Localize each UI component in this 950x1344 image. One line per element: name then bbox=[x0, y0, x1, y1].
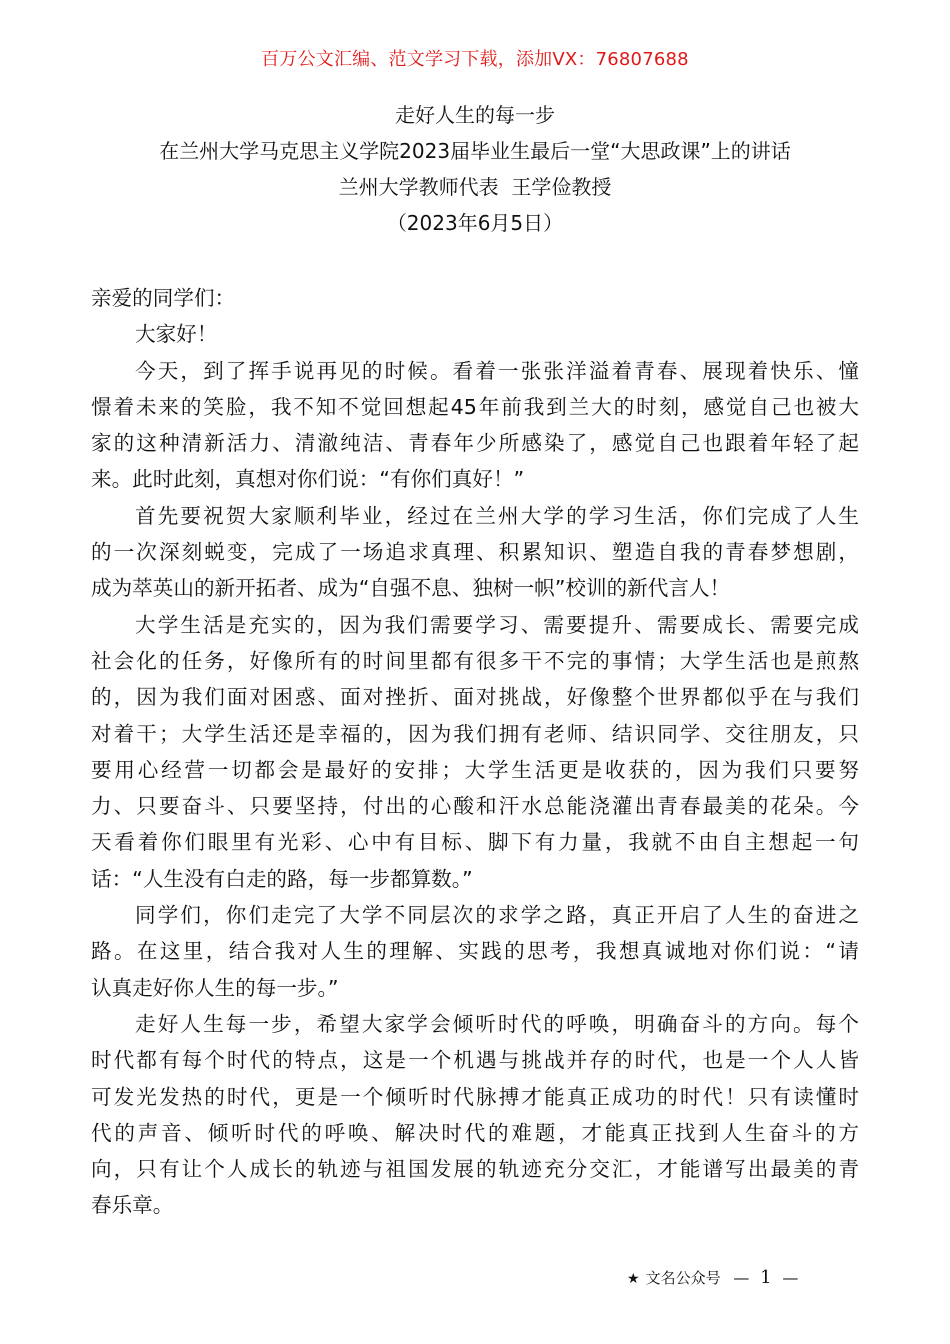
page-footer bbox=[627, 1266, 798, 1291]
paragraph-line: 春乐章。 bbox=[91, 1193, 174, 1218]
paragraph-line: 路。在这里，结合我对人生的理解、实践的思考，我想真诚地对你们说：“请 bbox=[91, 939, 859, 964]
paragraph-line: 要用心经营一切都会是最好的安排；大学生活更是收获的，因为我们只要努 bbox=[91, 757, 859, 782]
paragraph-line: 憬着未来的笑脸，我不知不觉回想起45年前我到兰大的时刻，感觉自己也被大 bbox=[91, 394, 859, 419]
paragraph-line: 来。此时此刻，真想对你们说：“有你们真好！” bbox=[91, 467, 525, 492]
watermark-banner: 百万公文汇编、范文学习下载，添加VX：76807688 bbox=[261, 49, 689, 70]
document-body bbox=[91, 280, 859, 1224]
paragraph-3 bbox=[91, 607, 859, 897]
document-title: 走好人生的每一步 bbox=[395, 103, 555, 127]
paragraph-line: 话：“人生没有白走的路，每一步都算数。” bbox=[91, 866, 473, 891]
paragraph-line: 走好人生每一步，希望大家学会倾听时代的呼唤，明确奋斗的方向。每个 bbox=[135, 1011, 859, 1036]
paragraph-line: 大学生活是充实的，因为我们需要学习、需要提升、需要成长、需要完成 bbox=[135, 612, 859, 637]
paragraph-4 bbox=[91, 897, 859, 1006]
paragraph-line: 时代都有每个时代的特点，这是一个机遇与挑战并存的时代，也是一个人人皆 bbox=[91, 1048, 859, 1073]
paragraph-1 bbox=[91, 353, 859, 498]
paragraph-line: 成为萃英山的新开拓者、成为“自强不息、独树一帜”校训的新代言人！ bbox=[91, 576, 731, 601]
document-subtitle: 在兰州大学马克思主义学院2023届毕业生最后一堂“大思政课”上的讲话 bbox=[159, 139, 791, 163]
dash-right: — bbox=[782, 1268, 799, 1287]
paragraph-line: 向，只有让个人成长的轨迹与祖国发展的轨迹充分交汇，才能谱写出最美的青 bbox=[91, 1157, 859, 1182]
paragraph-line: 对着干；大学生活还是幸福的，因为我们拥有老师、结识同学、交往朋友，只 bbox=[91, 721, 859, 746]
star-icon: ★ bbox=[627, 1271, 640, 1287]
paragraph-2 bbox=[91, 498, 859, 607]
dash-left: — bbox=[733, 1268, 750, 1287]
paragraph-line: 认真走好你人生的每一步。” bbox=[91, 975, 339, 1000]
paragraph-line: 今天，到了挥手说再见的时候。看着一张张洋溢着青春、展现着快乐、憧 bbox=[135, 358, 859, 383]
paragraph-line: 首先要祝贺大家顺利毕业，经过在兰州大学的学习生活，你们完成了人生 bbox=[135, 503, 859, 528]
speaker-line: 兰州大学教师代表 王学俭教授 bbox=[338, 175, 612, 199]
paragraph-line: 可发光发热的时代，更是一个倾听时代脉搏才能真正成功的时代！只有读懂时 bbox=[91, 1084, 859, 1109]
greeting: 大家好！ bbox=[135, 322, 218, 347]
paragraph-5 bbox=[91, 1006, 859, 1224]
page-number: 1 bbox=[760, 1267, 772, 1288]
paragraph-line: 天看着你们眼里有光彩、心中有目标、脚下有力量，我就不由自主想起一句 bbox=[91, 830, 859, 855]
paragraph-line: 代的声音、倾听时代的呼唤、解决时代的难题，才能真正找到人生奋斗的方 bbox=[91, 1120, 859, 1145]
document-header bbox=[0, 97, 950, 241]
paragraph-line: 的一次深刻蜕变，完成了一场追求真理、积累知识、塑造自我的青春梦想剧， bbox=[91, 540, 859, 565]
footer-source: 文名公众号 bbox=[645, 1269, 721, 1287]
speech-date: （2023年6月5日） bbox=[386, 211, 564, 235]
paragraph-line: 社会化的任务，好像所有的时间里都有很多干不完的事情；大学生活也是煎熬 bbox=[91, 648, 859, 673]
paragraph-line: 家的这种清新活力、清澈纯洁、青春年少所感染了，感觉自己也跟着年轻了起 bbox=[91, 431, 859, 456]
paragraph-line: 同学们，你们走完了大学不同层次的求学之路，真正开启了人生的奋进之 bbox=[135, 903, 859, 928]
paragraph-line: 的，因为我们面对困惑、面对挫折、面对挑战，好像整个世界都似乎在与我们 bbox=[91, 685, 859, 710]
salutation: 亲爱的同学们： bbox=[91, 286, 236, 310]
paragraph-line: 力、只要奋斗、只要坚持，付出的心酸和汗水总能浇灌出青春最美的花朵。今 bbox=[91, 794, 859, 819]
